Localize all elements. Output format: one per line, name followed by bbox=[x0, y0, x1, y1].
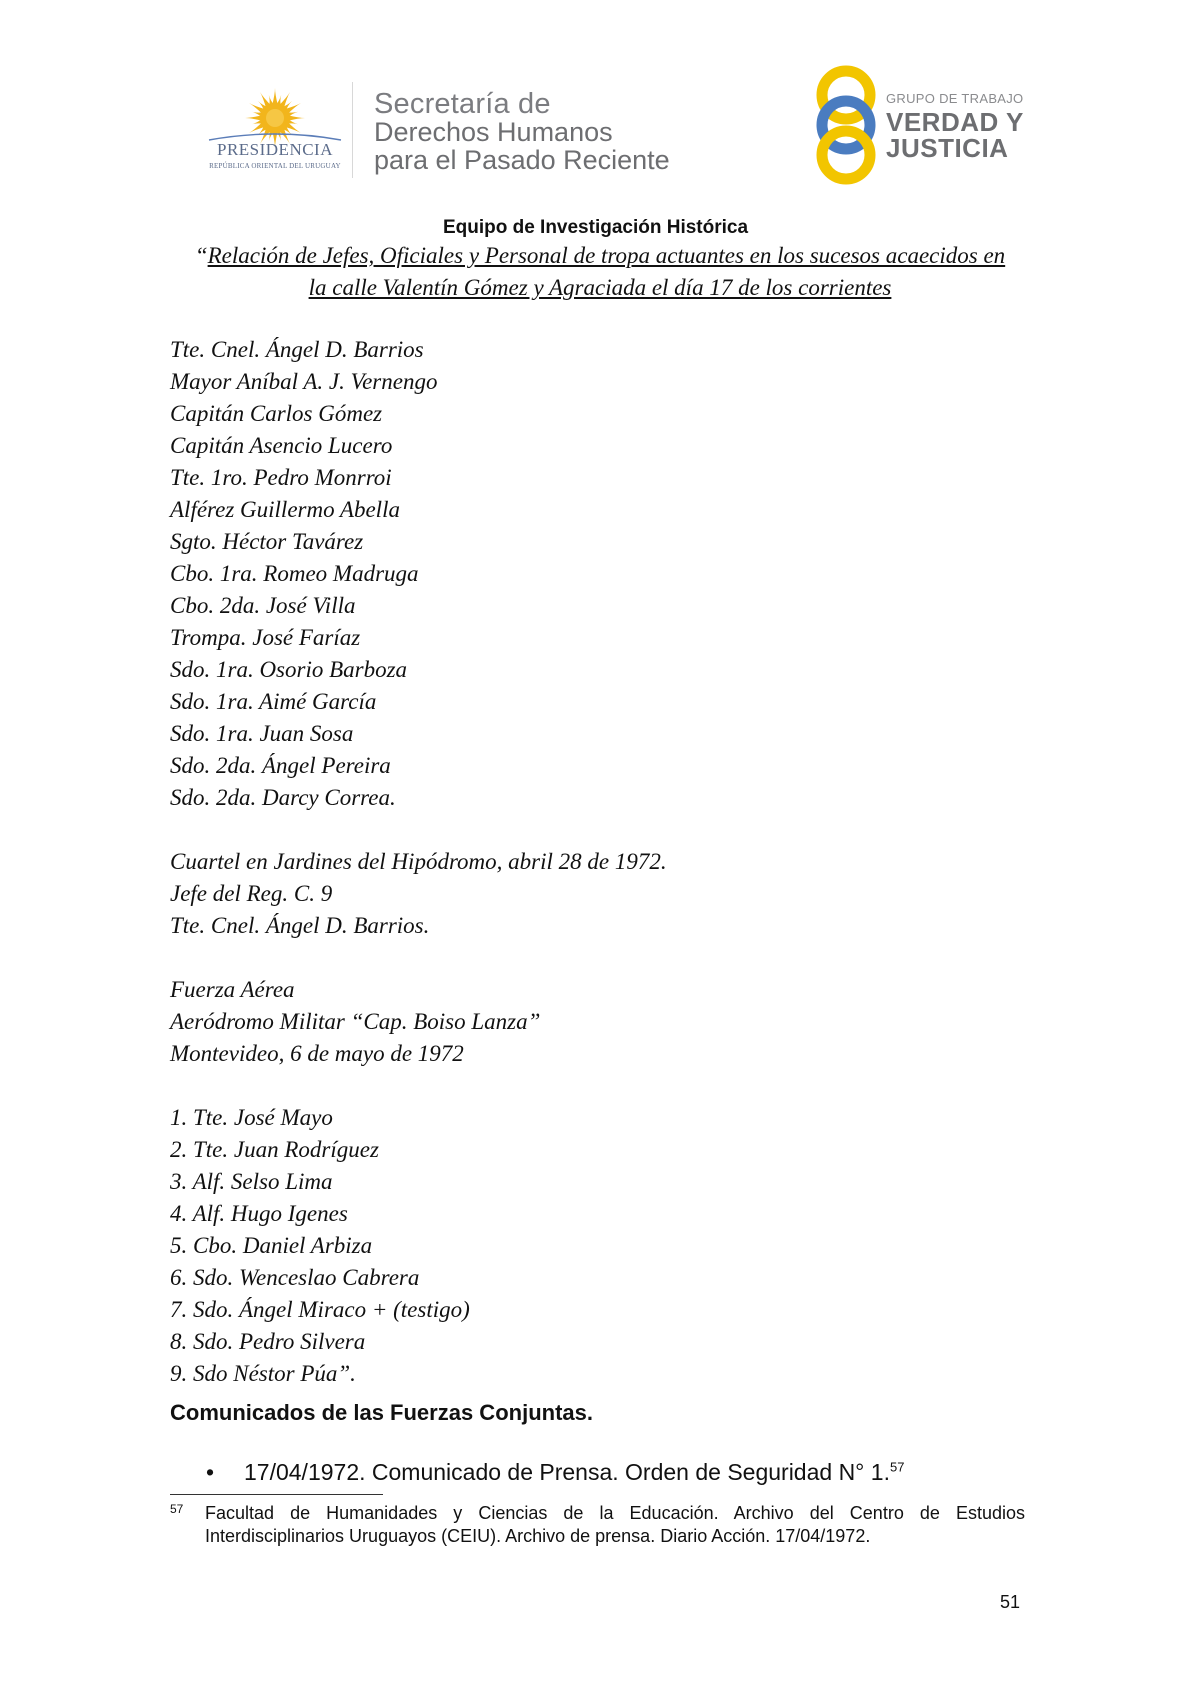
quote-title-text-2: la calle Valentín Gómez y Agraciada el día 17 de los corrientes bbox=[308, 275, 892, 300]
list-item: Sdo. 1ra. Osorio Barboza bbox=[170, 657, 408, 682]
list-item: Sdo. 1ra. Juan Sosa bbox=[170, 721, 354, 746]
list-item: Sdo. 2da. Darcy Correa. bbox=[170, 785, 396, 810]
presidencia-sublabel: REPÚBLICA ORIENTAL DEL URUGUAY bbox=[209, 162, 341, 170]
quote-title-text-1: Relación de Jefes, Oficiales y Personal de tropa actuantes en los sucesos acaecidos en bbox=[207, 243, 1006, 268]
signature-line: Cuartel en Jardines del Hipódromo, abril 28 de 1972. bbox=[170, 849, 667, 874]
bullet-item bbox=[206, 1459, 904, 1486]
secretaria-line-2: Derechos Humanos bbox=[374, 117, 613, 147]
list-item: 2. Tte. Juan Rodríguez bbox=[170, 1137, 379, 1162]
secretaria-title bbox=[374, 90, 670, 174]
list-item: 3. Alf. Selso Lima bbox=[170, 1169, 333, 1194]
list-item: Mayor Aníbal A. J. Vernengo bbox=[170, 369, 438, 394]
list-item: Capitán Asencio Lucero bbox=[170, 433, 393, 458]
list-item: 7. Sdo. Ángel Miraco + (testigo) bbox=[170, 1297, 470, 1322]
header-divider bbox=[352, 82, 353, 178]
list-item: Tte. 1ro. Pedro Monrroi bbox=[170, 465, 392, 490]
list-item: 8. Sdo. Pedro Silvera bbox=[170, 1329, 366, 1354]
air-force-header-line: Aeródromo Militar “Cap. Boiso Lanza” bbox=[170, 1009, 541, 1034]
gtvj-line-1: VERDAD Y bbox=[886, 107, 1024, 137]
list-item: Sdo. 2da. Ángel Pereira bbox=[170, 753, 391, 778]
open-quote: “ bbox=[194, 243, 208, 268]
signature-block bbox=[170, 846, 667, 942]
list-item: 6. Sdo. Wenceslao Cabrera bbox=[170, 1265, 420, 1290]
page-number: 51 bbox=[1000, 1592, 1021, 1612]
list-item: 9. Sdo Néstor Púa”. bbox=[170, 1361, 356, 1386]
list-item: Cbo. 2da. José Villa bbox=[170, 593, 356, 618]
presidencia-logo bbox=[195, 82, 355, 182]
air-force-header-line: Fuerza Aérea bbox=[170, 977, 295, 1002]
bullet-symbol: • bbox=[206, 1459, 215, 1485]
footnote-rule bbox=[170, 1494, 383, 1495]
list-item: Trompa. José Faríaz bbox=[170, 625, 361, 650]
footnote-reference[interactable]: 57 bbox=[889, 1459, 905, 1475]
footnote-number: 57 bbox=[170, 1502, 184, 1516]
list-item: 5. Cbo. Daniel Arbiza bbox=[170, 1233, 373, 1258]
quote-title-line-2 bbox=[170, 272, 1030, 304]
air-force-list bbox=[170, 1102, 470, 1390]
list-item: Cbo. 1ra. Romeo Madruga bbox=[170, 561, 419, 586]
gtvj-small-line: GRUPO DE TRABAJO bbox=[886, 91, 1024, 106]
list-item: Sdo. 1ra. Aimé García bbox=[170, 689, 377, 714]
list-item: Sgto. Héctor Tavárez bbox=[170, 529, 364, 554]
list-item: Capitán Carlos Gómez bbox=[170, 401, 383, 426]
footnote-text: Facultad de Humanidades y Ciencias de la Educación. Archivo del Centro de Estudios Interdisciplinarios Uruguayos (CEIU). Archivo de prensa. Diario Acción. 17/04/1972. bbox=[205, 1503, 1025, 1546]
footnote bbox=[170, 1502, 1025, 1548]
signature-line: Tte. Cnel. Ángel D. Barrios. bbox=[170, 913, 430, 938]
secretaria-line-1: Secretaría de bbox=[374, 88, 551, 120]
air-force-header bbox=[170, 974, 540, 1070]
section-heading: Comunicados de las Fuerzas Conjuntas. bbox=[170, 1400, 593, 1425]
quote-title bbox=[170, 240, 1030, 304]
quote-title-line-1 bbox=[170, 240, 1030, 272]
personnel-list bbox=[170, 334, 437, 814]
gtvj-title bbox=[886, 92, 1024, 161]
presidencia-label: PRESIDENCIA bbox=[216, 140, 333, 159]
list-item: 4. Alf. Hugo Igenes bbox=[170, 1201, 348, 1226]
list-item: Alférez Guillermo Abella bbox=[170, 497, 400, 522]
air-force-header-line: Montevideo, 6 de mayo de 1972 bbox=[170, 1041, 464, 1066]
bullet-text: 17/04/1972. Comunicado de Prensa. Orden de Seguridad N° 1. bbox=[244, 1459, 890, 1485]
signature-line: Jefe del Reg. C. 9 bbox=[170, 881, 333, 906]
list-item: 1. Tte. José Mayo bbox=[170, 1105, 333, 1130]
gtvj-line-2: JUSTICIA bbox=[886, 133, 1009, 163]
team-heading: Equipo de Investigación Histórica bbox=[442, 217, 749, 238]
secretaria-line-3: para el Pasado Reciente bbox=[374, 145, 670, 175]
list-item: Tte. Cnel. Ángel D. Barrios bbox=[170, 337, 424, 362]
